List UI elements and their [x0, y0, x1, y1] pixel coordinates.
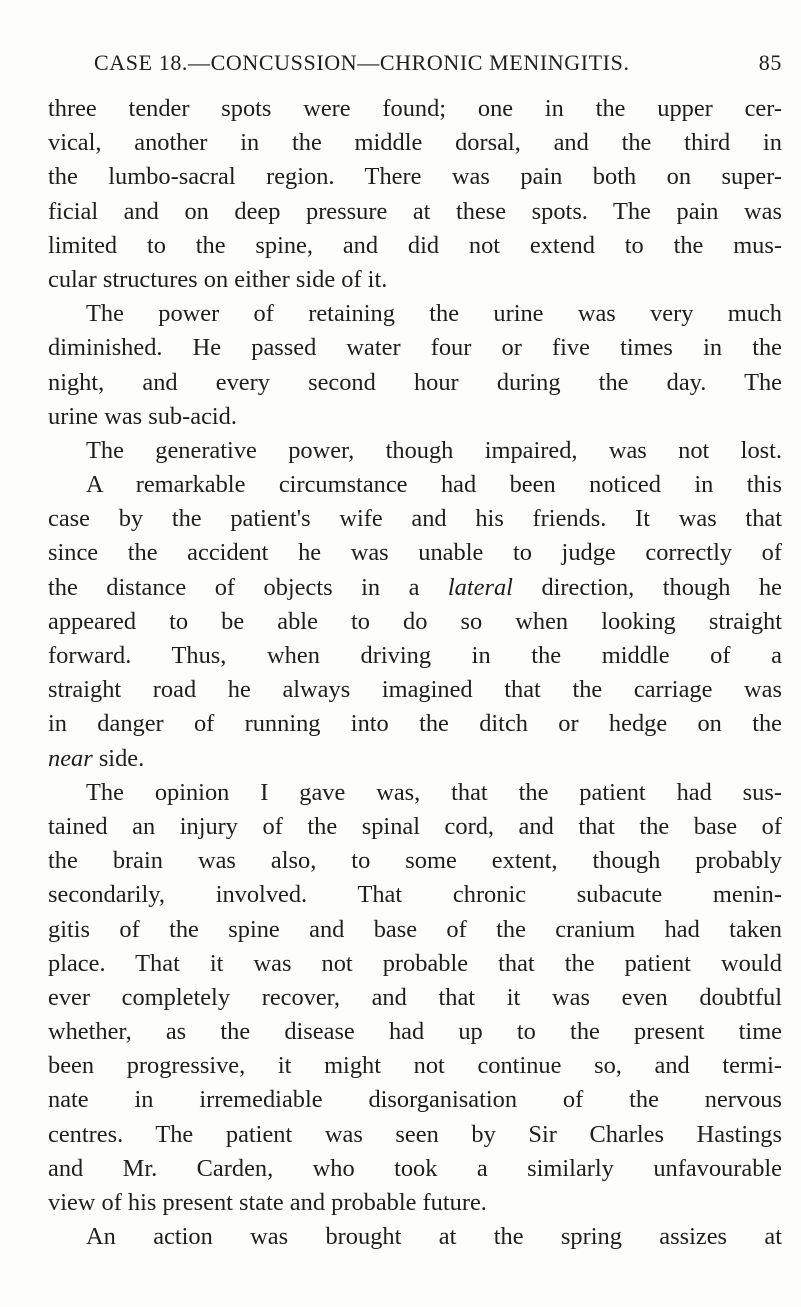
- text-line: the lumbo-sacral region. There was pain both on super-: [48, 163, 782, 191]
- book-page: [48, 48, 782, 1254]
- text-line: case by the patient's wife and his friends. It was that: [48, 505, 782, 533]
- text-line: cular structures on either side of it.: [48, 265, 388, 293]
- text-line: An action was brought at the spring assizes at: [86, 1223, 782, 1251]
- text-line: and Mr. Carden, who took a similarly unfavourable: [48, 1154, 782, 1182]
- text-line: urine was sub-acid.: [48, 402, 237, 430]
- text-line: been progressive, it might not continue so, and termi-: [48, 1052, 782, 1080]
- text-line: place. That it was not probable that the patient would: [48, 949, 782, 977]
- text-line: near side.: [48, 744, 145, 772]
- text-line: night, and every second hour during the day. The: [48, 368, 782, 396]
- text-line: the distance of objects in a lateral direction, though he: [48, 573, 783, 601]
- text-line: ficial and on deep pressure at these spots. The pain was: [48, 197, 782, 225]
- body-text: [48, 92, 782, 1254]
- text-line: centres. The patient was seen by Sir Charles Hastings: [48, 1120, 782, 1148]
- text-line: limited to the spine, and did not extend to the mus-: [48, 231, 782, 259]
- text-line: nate in irremediable disorganisation of the nervous: [48, 1086, 782, 1114]
- page-number: 85: [758, 50, 782, 75]
- text-line: A remarkable circumstance had been noticed in this: [86, 471, 782, 499]
- text-line: secondarily, involved. That chronic subacute menin-: [48, 881, 782, 909]
- text-line: The power of retaining the urine was very much: [86, 300, 782, 328]
- text-line: ever completely recover, and that it was even doubtful: [48, 983, 782, 1011]
- italic-word: lateral: [447, 573, 513, 601]
- text-line: since the accident he was unable to judge correctly of: [48, 539, 782, 567]
- text-line: tained an injury of the spinal cord, and that the base of: [48, 812, 782, 840]
- text-line: The generative power, though impaired, was not lost.: [86, 436, 782, 464]
- text-line: view of his present state and probable future.: [48, 1189, 487, 1216]
- running-head-title: CASE 18.—CONCUSSION—CHRONIC MENINGITIS.: [94, 50, 630, 75]
- text-line: forward. Thus, when driving in the middle of a: [48, 642, 782, 669]
- text-line: The opinion I gave was, that the patient had sus-: [86, 778, 782, 806]
- italic-word: near: [48, 744, 93, 772]
- text-line: vical, another in the middle dorsal, and the third in: [48, 129, 782, 157]
- text-line: three tender spots were found; one in the upper cer-: [48, 95, 782, 122]
- text-line: whether, as the disease had up to the present time: [48, 1018, 782, 1046]
- running-head: [48, 48, 782, 80]
- text-line: appeared to be able to do so when looking straight: [48, 607, 782, 635]
- text-line: the brain was also, to some extent, though probably: [48, 847, 782, 875]
- text-line: diminished. He passed water four or five times in the: [48, 334, 782, 362]
- text-line: straight road he always imagined that the carriage was: [48, 676, 782, 704]
- text-line: in danger of running into the ditch or hedge on the: [48, 710, 782, 738]
- text-line: gitis of the spine and base of the cranium had taken: [48, 915, 782, 943]
